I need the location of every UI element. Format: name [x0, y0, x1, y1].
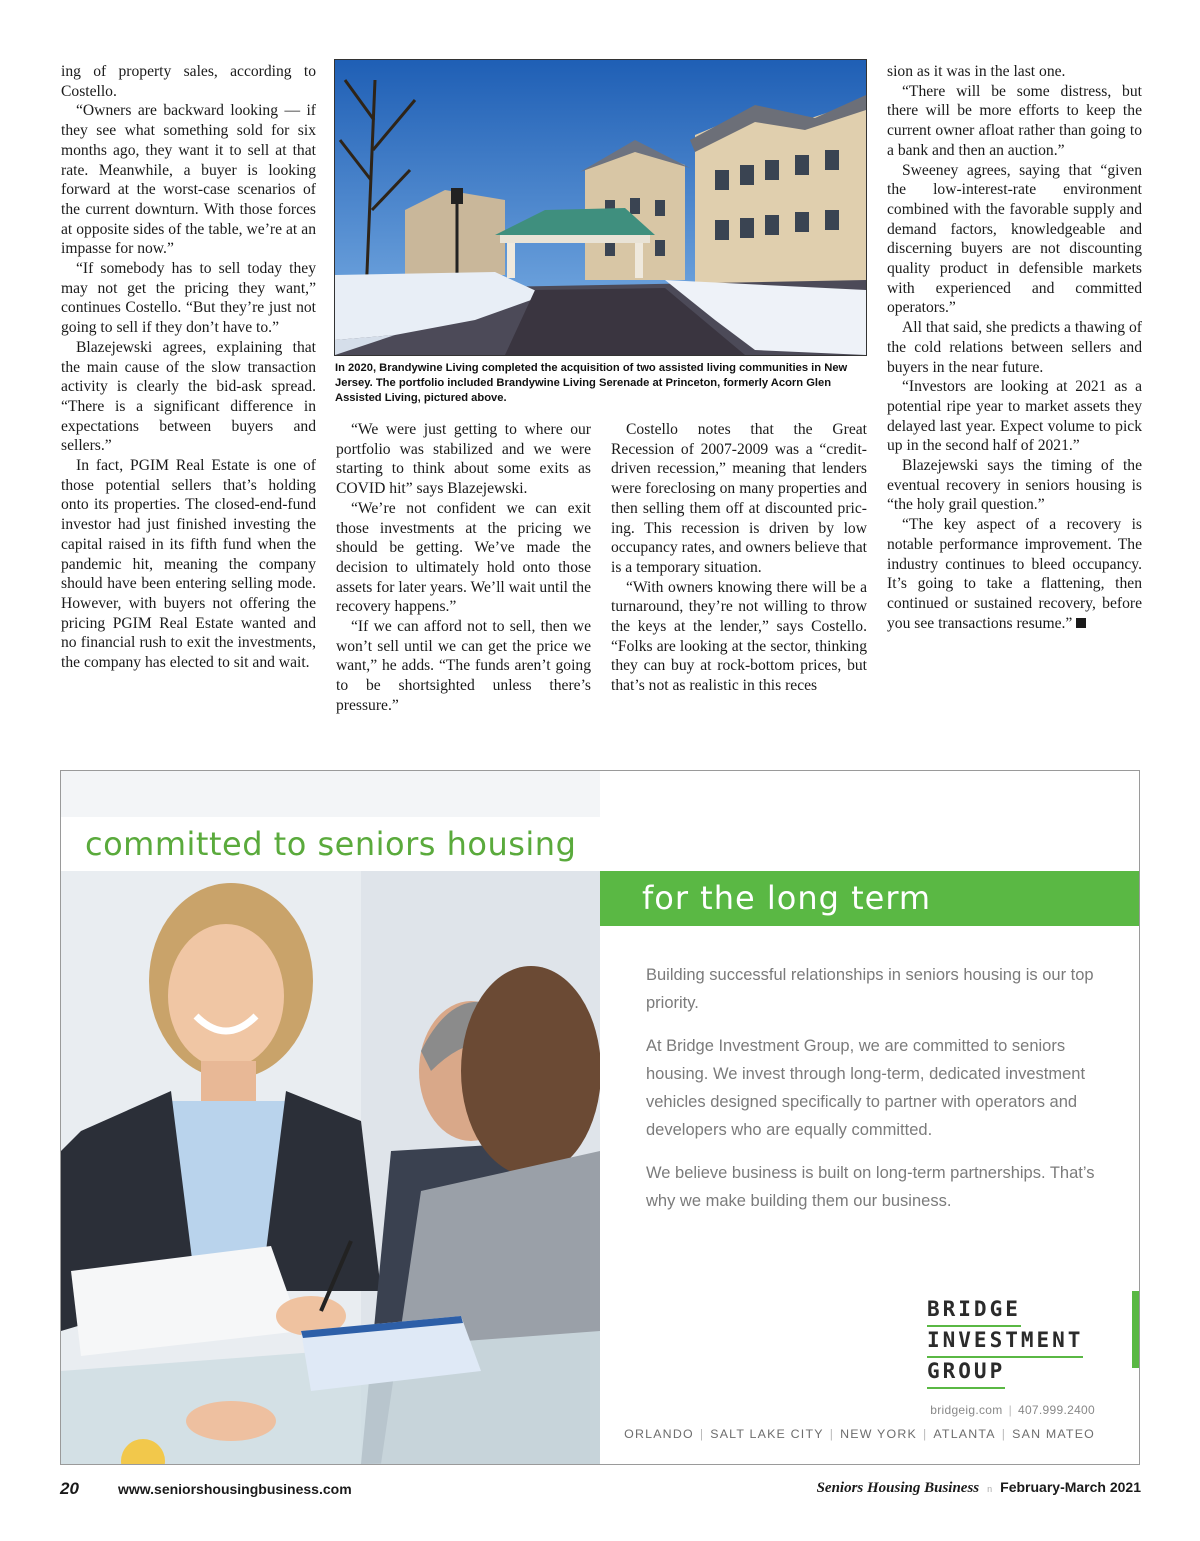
ad-city: SAN MATEO	[1012, 1427, 1095, 1441]
publication-name: Seniors Housing Business	[816, 1480, 980, 1496]
logo-accent-bar	[1132, 1291, 1140, 1368]
ad-body-paragraph: Building successful relationships in seniors housing is our top priority.	[646, 966, 1094, 1012]
article-column-4	[887, 62, 1142, 633]
article-paragraph: “Owners are backward looking — if they see what something sold for six months ago, they want it to sell at that rate. Meanwhile, a buyer is looking forward at the worst-case scenarios of the current downturn. With those forces at opposite sides of the table, we’re at an impasse for now.”	[61, 102, 316, 258]
ad-body-paragraph: We believe business is built on long-term partnerships. That’s why we make building them our business.	[646, 1164, 1095, 1210]
ad-contact-info: bridgeig.com | 407.999.2400	[930, 1403, 1095, 1417]
ad-city: ATLANTA	[933, 1427, 996, 1441]
ad-body-paragraph: At Bridge Investment Group, we are committed to seniors housing. We invest through long-term, dedicated investment vehicles designed specifically to partner with operators and developers who are equally committed.	[646, 1037, 1086, 1139]
article-paragraph: “If somebody has to sell today they may not get the pricing they want,” continues Costello. “But they’re just not going to sell if they don’t have to.”	[61, 260, 316, 337]
ad-city: ORLANDO	[624, 1427, 694, 1441]
article-column-1	[61, 62, 316, 673]
article-paragraph: sion as it was in the last one.	[887, 63, 1066, 80]
article-paragraph: ing of property sales, according to Costello.	[61, 63, 316, 100]
article-paragraph: “With owners knowing there will be a turnaround, they’re not willing to throw the keys at the lender,” says Costello. “Folks are looking at the sector, thinking they can buy at rock-bottom prices, but that’s not as realistic in this reces	[611, 578, 867, 695]
ad-headline-primary: committed to seniors housing	[61, 817, 600, 871]
article-paragraph: “There will be some distress, but there will be more efforts to keep the current owner afloat rather than going to a bank and then an auction.”	[887, 82, 1142, 159]
footer-separator: n	[987, 1484, 993, 1494]
article-paragraph: “The key aspect of a recovery is notable performance improvement. The industry continues to bleed occupancy. It’s going to take a flattening, then continued or sustained recovery, before you see transactions resume.”	[887, 516, 1142, 632]
bridge-investment-ad	[60, 770, 1140, 1465]
article-paragraph: Blazejewski says the timing of the eventual recovery in seniors housing is “the holy grail question.”	[887, 457, 1142, 514]
article-paragraph: Blazejewski agrees, explaining that the main cause of the slow transaction activity is clearly the bid-ask spread. “There is a significant difference in expectations between buyers and sellers.”	[61, 338, 316, 455]
ad-city: SALT LAKE CITY	[710, 1427, 824, 1441]
ad-website[interactable]: bridgeig.com	[930, 1403, 1003, 1417]
article-photo	[334, 59, 867, 356]
photo-caption: In 2020, Brandywine Living completed the acquisition of two assisted living communities in New Jersey. The portfolio included Brandywine Living Serenade at Princeton, formerly Acorn Glen Assisted Living, pictured above.	[335, 362, 848, 404]
article-paragraph: “If we can afford not to sell, then we won’t sell until we can get the price we want,” he adds. “The funds aren’t going to be shortsighted unless there’s pressure.”	[336, 618, 591, 714]
article-paragraph: “We’re not confident we can exit those investments at the pricing we should be getting. We’ve made the decision to ultimately hold onto those assets for later years. We’ll wait until the recovery happens.”	[336, 499, 591, 616]
logo-line: GROUP	[927, 1356, 1005, 1389]
article-paragraph: Costello notes that the Great Recession of 2007-2009 was a “credit-driven recession,” meaning that lenders were foreclosing on many properties and then selling them off at discounted pricing. This recession is driven by low occupancy rates, and owners believe that is a temporary situation.	[611, 421, 867, 576]
article-paragraph: Sweeney agrees, saying that “given the low-interest-rate environment combined with the favorable supply and demand factors, knowledgeable and discerning buyers are not discounting quality product in defensible markets with experienced and committed operators.”	[887, 161, 1142, 317]
article-paragraph: “We were just getting to where our portfolio was stabilized and we were starting to think about some exits as COVID hit” says Blazejewski.	[336, 421, 591, 498]
ad-city: NEW YORK	[840, 1427, 917, 1441]
ad-headline-secondary: for the long term	[600, 871, 1140, 926]
article-column-3	[611, 420, 867, 696]
ad-phone: 407.999.2400	[1017, 1403, 1095, 1417]
footer-website-link[interactable]: www.seniorshousingbusiness.com	[118, 1481, 352, 1497]
article-paragraph: “Investors are looking at 2021 as a potential ripe year to market assets they delayed last year. Expect volume to pick up in the second half of 2021.”	[887, 378, 1142, 455]
article-column-2	[336, 420, 591, 716]
bridge-investment-group-logo	[927, 1294, 1083, 1387]
article-paragraph: All that said, she predicts a thawing of the cold relations between sellers and buyers in the near future.	[887, 319, 1142, 376]
footer-publication-info	[817, 1479, 1141, 1497]
article-paragraph: In fact, PGIM Real Estate is one of those potential sellers that’s holding onto its properties. The closed-end-fund investor had just finished investing the capital raised in its fifth fund when the pandemic hit, meaning the company should have been entering selling mode. However, with buyers not offering the pricing PGIM Real Estate wanted and no financial rush to exit the investments, the company has elected to sit and wait.	[61, 457, 316, 672]
issue-date: February-March 2021	[1000, 1479, 1141, 1495]
page-number: 20	[60, 1479, 79, 1498]
ad-body-copy	[646, 961, 1106, 1230]
ad-photo-business-meeting	[61, 771, 600, 1464]
logo-line: INVESTMENT	[927, 1325, 1083, 1358]
ad-office-cities: ORLANDO | SALT LAKE CITY | NEW YORK | ATLANTA | SAN MATEO	[624, 1427, 1095, 1441]
end-of-story-mark	[1076, 618, 1086, 628]
logo-line: BRIDGE	[927, 1294, 1021, 1327]
